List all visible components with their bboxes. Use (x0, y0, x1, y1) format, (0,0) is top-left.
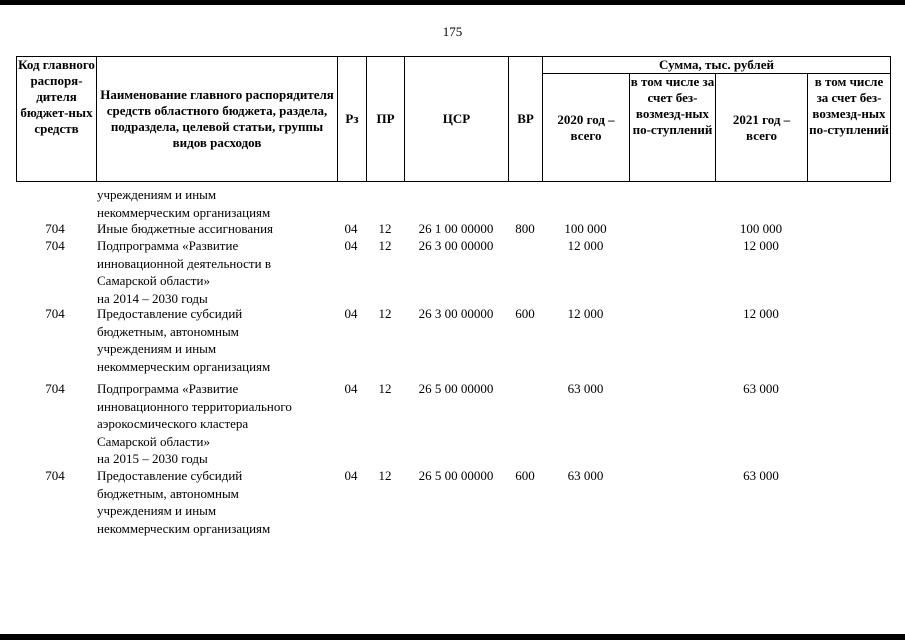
header-code: Код главного распоря-дителя бюджет-ных средств (17, 57, 97, 182)
row-4-code: 704 (45, 381, 65, 396)
row-4-csr: 26 5 00 00000 (418, 381, 494, 396)
page-number: 175 (442, 24, 463, 39)
row-2-pr: 12 (378, 238, 392, 253)
row-1-rz: 04 (344, 221, 358, 236)
top-border-line (0, 0, 905, 5)
header-sum: Сумма, тыс. рублей (543, 57, 891, 74)
row-2-csr: 26 3 00 00000 (418, 238, 494, 253)
row-0-name: учреждениям и иным некоммерческим организациям (97, 187, 271, 220)
header-2020-grants: в том числе за счет без-возмезд-ных по-ступлений (630, 74, 716, 182)
row-4-pr: 12 (378, 381, 392, 396)
row-2-2020-total: 12 000 (567, 238, 604, 253)
row-5-2020-total: 63 000 (567, 468, 604, 483)
row-5-name: Предоставление субсидий бюджетным, автономным учреждениям и иным некоммерческим организациям (97, 468, 271, 536)
header-csr: ЦСР (405, 57, 509, 182)
row-3-vr: 600 (515, 306, 535, 321)
header-2020-total: 2020 год – всего (543, 74, 630, 182)
header-pr: ПР (367, 57, 405, 182)
row-5-rz: 04 (344, 468, 358, 483)
row-2-code: 704 (45, 238, 65, 253)
row-5-csr: 26 5 00 00000 (418, 468, 494, 483)
row-5-2021-total: 63 000 (743, 468, 779, 483)
row-4-name: Подпрограмма «Развитие инновационного территориального аэрокосмического кластера Самарской области» на 2015 – 2030 годы (97, 381, 292, 466)
row-4-rz: 04 (344, 381, 358, 396)
row-3-2020-total: 12 000 (567, 306, 604, 321)
row-1-vr: 800 (515, 221, 535, 236)
row-3-csr: 26 3 00 00000 (418, 306, 494, 321)
row-3-code: 704 (45, 306, 65, 321)
row-5-code: 704 (45, 468, 65, 483)
row-1-name: Иные бюджетные ассигнования (97, 221, 274, 236)
header-2021-total: 2021 год – всего (716, 74, 808, 182)
bottom-border-line (0, 634, 905, 640)
row-3-rz: 04 (344, 306, 358, 321)
row-5-vr: 600 (515, 468, 535, 483)
row-4-2020-total: 63 000 (567, 381, 604, 396)
row-1-2021-total: 100 000 (739, 221, 783, 236)
row-2-rz: 04 (344, 238, 358, 253)
header-name: Наименование главного распорядителя средств областного бюджета, раздела, подраздела, целевой статьи, группы видов расходов (97, 57, 338, 182)
row-1-2020-total: 100 000 (564, 221, 607, 236)
row-1-csr: 26 1 00 00000 (418, 221, 494, 236)
header-rz: Рз (338, 57, 367, 182)
header-vr: ВР (509, 57, 543, 182)
header-2021-grants: в том числе за счет без-возмезд-ных по-ступлений (808, 74, 891, 182)
row-2-2021-total: 12 000 (743, 238, 779, 253)
row-2-name: Подпрограмма «Развитие инновационной деятельности в Самарской области» на 2014 – 2030 годы (97, 238, 271, 306)
row-3-pr: 12 (378, 306, 392, 321)
row-3-2021-total: 12 000 (743, 306, 779, 321)
row-4-2021-total: 63 000 (743, 381, 779, 396)
row-3-name: Предоставление субсидий бюджетным, автономным учреждениям и иным некоммерческим организациям (97, 306, 271, 374)
table-header (16, 56, 891, 182)
row-1-pr: 12 (378, 221, 392, 236)
row-5-pr: 12 (378, 468, 392, 483)
row-1-code: 704 (45, 221, 65, 236)
